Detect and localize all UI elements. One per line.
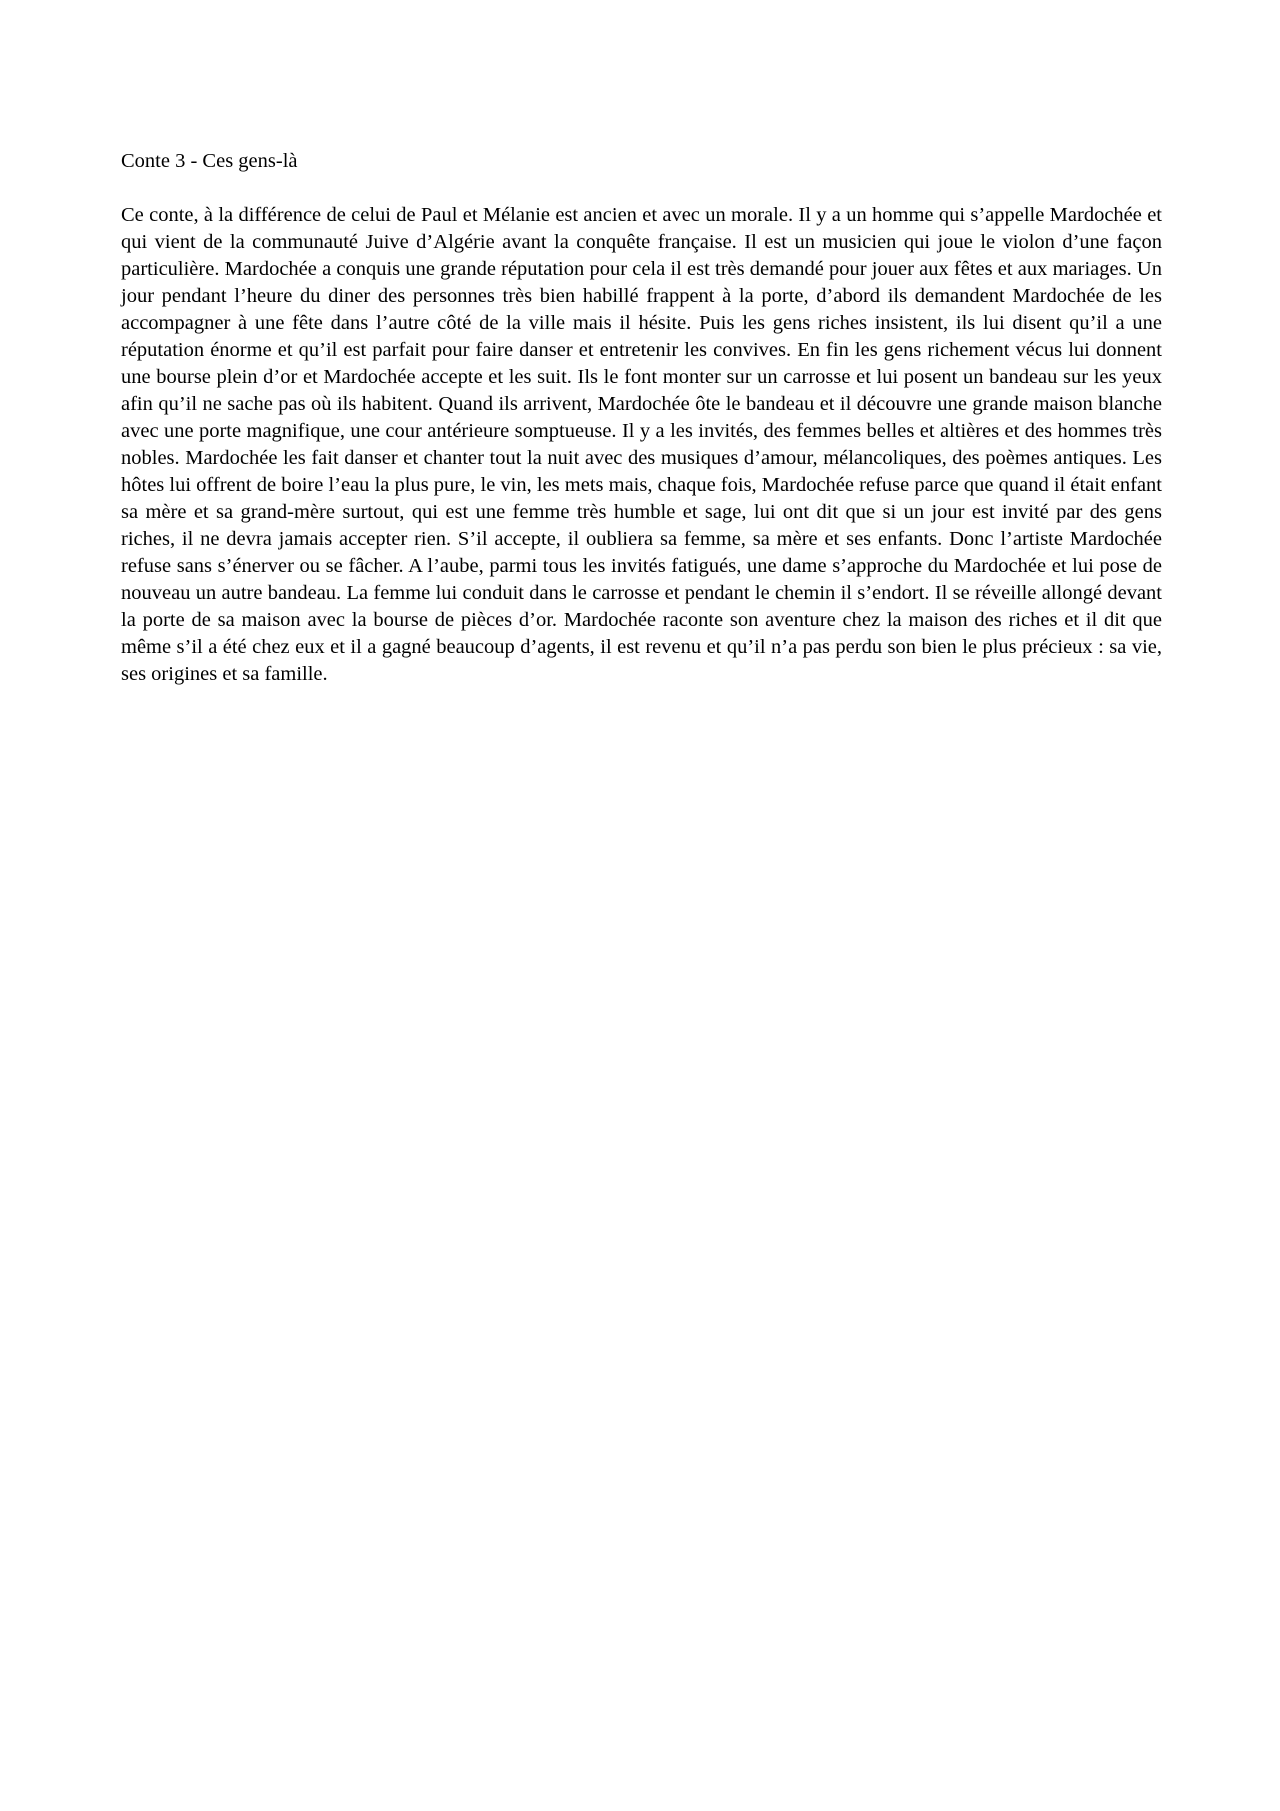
document-content: [121, 148, 1162, 688]
document-paragraph: Ce conte, à la différence de celui de Paul et Mélanie est ancien et avec un morale. Il y a un homme qui s’appelle Mardochée et qui vient de la communauté Juive d’Algérie avant la conquête française. Il est un musicien qui joue le violon d’une façon particulière. Mardochée a conquis une grande réputation pour cela il est très demandé pour jouer aux fêtes et aux mariages. Un jour pendant l’heure du diner des personnes très bien habillé frappent à la porte, d’abord ils demandent Mardochée de les accompagner à une fête dans l’autre côté de la ville mais il hésite. Puis les gens riches insistent, ils lui disent qu’il a une réputation énorme et qu’il est parfait pour faire danser et entretenir les convives. En fin les gens richement vécus lui donnent une bourse plein d’or et Mardochée accepte et les suit. Ils le font monter sur un carrosse et lui posent un bandeau sur les yeux afin qu’il ne sache pas où ils habitent. Quand ils arrivent, Mardochée ôte le bandeau et il découvre une grande maison blanche avec une porte magnifique, une cour antérieure somptueuse. Il y a les invités, des femmes belles et altières et des hommes très nobles. Mardochée les fait danser et chanter tout la nuit avec des musiques d’amour, mélancoliques, des poèmes antiques. Les hôtes lui offrent de boire l’eau la plus pure, le vin, les mets mais, chaque fois, Mardochée refuse parce que quand il était enfant sa mère et sa grand-mère surtout, qui est une femme très humble et sage, lui ont dit que si un jour est invité par des gens riches, il ne devra jamais accepter rien. S’il accepte, il oubliera sa femme, sa mère et ses enfants. Donc l’artiste Mardochée refuse sans s’énerver ou se fâcher. A l’aube, parmi tous les invités fatigués, une dame s’approche du Mardochée et lui pose de nouveau un autre bandeau. La femme lui conduit dans le carrosse et pendant le chemin il s’endort. Il se réveille allongé devant la porte de sa maison avec la bourse de pièces d’or. Mardochée raconte son aventure chez la maison des riches et il dit que même s’il a été chez eux et il a gagné beaucoup d’agents, il est revenu et qu’il n’a pas perdu son bien le plus précieux : sa vie, ses origines et sa famille.: [121, 204, 1162, 685]
document-title: Conte 3 - Ces gens-là: [121, 150, 298, 172]
